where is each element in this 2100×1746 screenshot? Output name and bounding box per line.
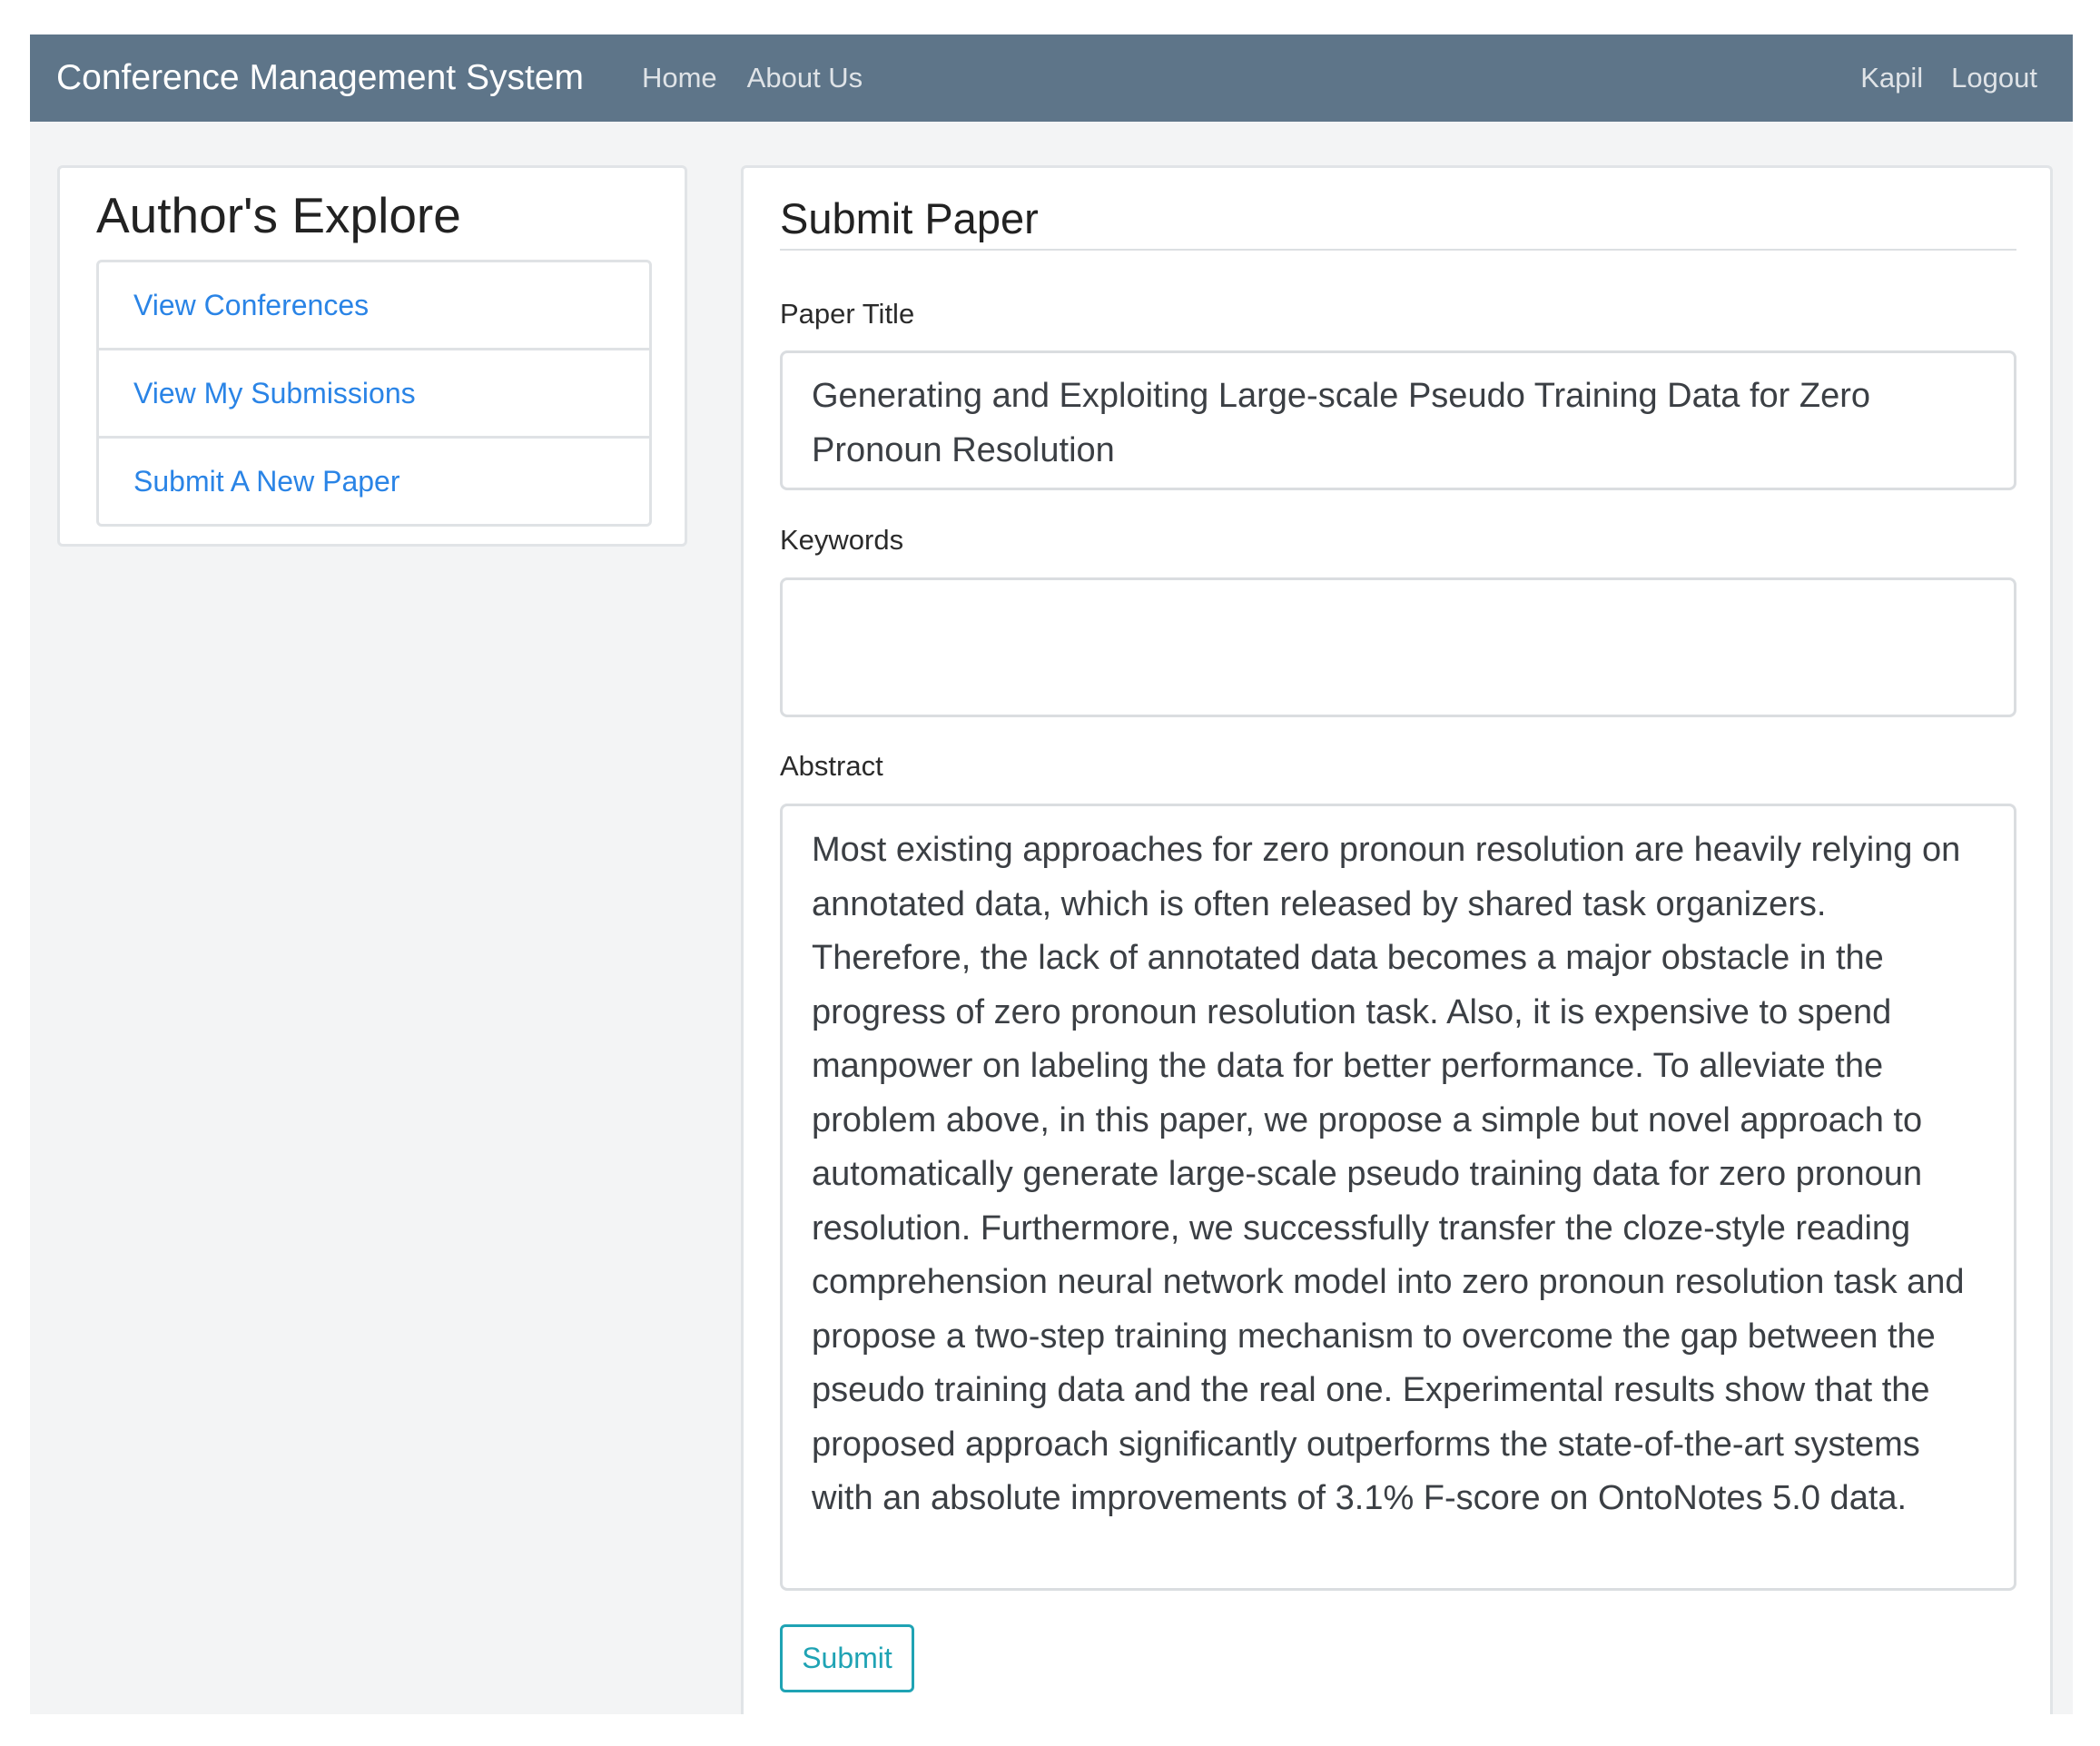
keywords-input[interactable] — [780, 577, 2016, 717]
sidebar-item-view-conferences[interactable]: View Conferences — [99, 262, 649, 350]
abstract-label: Abstract — [780, 750, 883, 782]
nav-about-link[interactable]: About Us — [746, 62, 863, 94]
title-divider — [780, 249, 2016, 251]
app-window — [30, 35, 2073, 1714]
nav-home-link[interactable]: Home — [641, 62, 717, 94]
sidebar-item-view-my-submissions[interactable]: View My Submissions — [99, 350, 649, 439]
keywords-label: Keywords — [780, 524, 904, 556]
logout-link[interactable]: Logout — [1951, 62, 2037, 94]
user-nav — [1860, 62, 2037, 94]
sidebar-title: Author's Explore — [96, 187, 461, 243]
abstract-textarea[interactable]: Most existing approaches for zero pronoun resolution are heavily relying on annotated data, which is often released by shared task organizers. Therefore, the lack of annotated data becomes a major obstacle in the progress of zero pronoun resolution task. Also, it is expensive to spend manpower on labeling the data for better performance. To alleviate the problem above, in this paper, we propose a simple but novel approach to automatically generate large-scale pseudo training data for zero pronoun resolution. Furthermore, we successfully transfer the cloze-style reading comprehension neural network model into zero pronoun resolution task and propose a two-step training mechanism to overcome the gap between the pseudo training data and the real one. Experimental results show that the proposed approach significantly outperforms the state-of-the-art systems with an absolute improvements of 3.1% F-score on OntoNotes 5.0 data. — [780, 804, 2016, 1591]
top-navbar — [30, 35, 2073, 122]
sidebar-menu — [96, 260, 652, 527]
submit-button[interactable]: Submit — [780, 1624, 914, 1692]
paper-title-label: Paper Title — [780, 298, 915, 330]
user-profile-link[interactable]: Kapil — [1860, 62, 1924, 94]
page-title: Submit Paper — [780, 194, 1039, 242]
sidebar-item-submit-new-paper[interactable]: Submit A New Paper — [133, 464, 400, 498]
paper-title-input[interactable]: Generating and Exploiting Large-scale Pseudo Training Data for Zero Pronoun Resolution — [780, 350, 2016, 490]
sidebar-card — [57, 165, 687, 547]
brand-link[interactable]: Conference Management System — [56, 58, 584, 97]
submit-paper-card — [741, 165, 2053, 1714]
